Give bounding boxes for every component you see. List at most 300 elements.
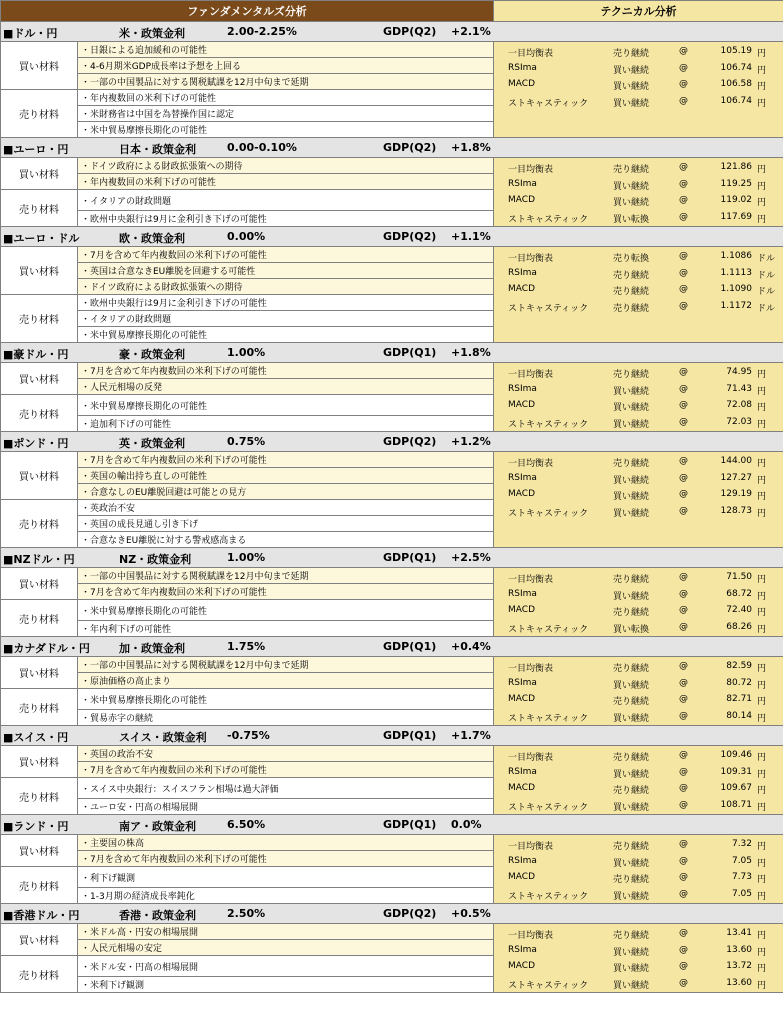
indicator-signal: 売り継続 — [613, 697, 650, 707]
indicator-price: 1.1086 — [720, 251, 753, 261]
indicator-signal: 買い継続 — [613, 802, 650, 813]
technical-indicator-row — [494, 870, 783, 887]
technical-indicator-row — [494, 887, 783, 904]
indicator-signal: 買い継続 — [613, 964, 650, 974]
indicator-price: 7.73 — [731, 872, 753, 882]
section-title-bar — [1, 227, 783, 247]
policy-rate-value: 2.00-2.25% — [227, 25, 297, 38]
indicator-signal: 買い継続 — [613, 82, 650, 92]
indicator-price: 129.19 — [720, 489, 753, 499]
buy-factors-label: 買い材料 — [1, 924, 78, 956]
technical-panel — [494, 568, 783, 637]
technical-indicator-row — [494, 709, 783, 726]
indicator-name: 一目均衡表 — [508, 49, 554, 59]
at-mark: @ — [679, 605, 689, 615]
sell-factors-label: 売り材料 — [1, 500, 78, 548]
indicator-signal: 買い継続 — [613, 891, 650, 902]
technical-indicator-row — [494, 210, 783, 227]
gdp-label: GDP(Q2) — [383, 907, 437, 920]
price-unit: 円 — [757, 82, 767, 92]
at-mark: @ — [679, 284, 689, 294]
technical-indicator-row — [494, 976, 783, 993]
section-title-content — [1, 637, 783, 656]
indicator-price: 7.32 — [731, 839, 753, 849]
policy-rate-label: 英・政策金利 — [119, 437, 185, 450]
buy-factor-item: ・7月を含めて年内複数回の米利下げの可能性 — [78, 247, 494, 263]
price-unit: 円 — [757, 98, 767, 109]
at-mark: @ — [679, 710, 689, 721]
indicator-signal: 買い転換 — [613, 214, 650, 225]
indicator-signal: 売り継続 — [613, 753, 650, 763]
gdp-value: +1.8% — [451, 141, 491, 154]
at-mark: @ — [679, 400, 689, 410]
technical-indicator-row — [494, 587, 783, 604]
indicator-price: 74.95 — [726, 367, 753, 377]
gdp-value: +1.8% — [451, 346, 491, 359]
indicator-signal: 買い継続 — [613, 65, 650, 76]
indicator-name: 一目均衡表 — [508, 753, 554, 763]
indicator-signal: 買い継続 — [613, 198, 650, 208]
indicator-signal: 買い継続 — [613, 508, 650, 519]
price-unit: 円 — [757, 680, 767, 691]
indicator-name: RSIma — [508, 383, 537, 394]
buy-factor-item: ・英国は合意なきEU離脱を回避する可能性 — [78, 263, 494, 279]
technical-indicator-row — [494, 487, 783, 504]
indicator-signal: 買い継続 — [613, 98, 650, 109]
currency-pair-name: ■ランド・円 — [3, 820, 69, 833]
indicator-price: 128.73 — [720, 505, 753, 516]
policy-rate-value: 6.50% — [227, 818, 266, 831]
buy-factor-item: ・7月を含めて年内複数回の米利下げの可能性 — [78, 584, 494, 600]
indicator-signal: 売り継続 — [613, 165, 650, 175]
buy-factor-row — [1, 247, 783, 263]
at-mark: @ — [679, 251, 689, 261]
currency-pair-name: ■ドル・円 — [3, 27, 58, 40]
indicator-signal: 買い継続 — [613, 181, 650, 192]
sell-factor-item: ・1-3月期の経済成長率鈍化 — [78, 888, 494, 904]
section-title-bar — [1, 343, 783, 363]
technical-indicator-row — [494, 959, 783, 976]
gdp-label: GDP(Q1) — [383, 818, 437, 831]
policy-rate-label: 南ア・政策金利 — [119, 820, 196, 833]
sell-factor-item: ・欧州中央銀行は9月に金利引き下げの可能性 — [78, 211, 494, 227]
indicator-signal: 買い継続 — [613, 713, 650, 724]
indicator-price: 80.14 — [726, 710, 753, 721]
technical-panel — [494, 835, 783, 904]
technical-panel — [494, 924, 783, 993]
sell-factor-item: ・追加利下げの可能性 — [78, 416, 494, 432]
section-title-content — [1, 138, 783, 157]
price-unit: 円 — [757, 802, 767, 813]
sell-factor-item: ・合意なきEU離脱に対する警戒感高まる — [78, 532, 494, 548]
indicator-price: 71.50 — [726, 572, 753, 582]
indicator-name: MACD — [508, 195, 535, 205]
indicator-name: MACD — [508, 605, 535, 615]
indicator-name: ストキャスティック — [508, 214, 589, 225]
sell-factor-item: ・イタリアの財政問題 — [78, 190, 494, 211]
price-unit: 円 — [757, 947, 767, 958]
indicator-price: 121.86 — [720, 162, 753, 172]
at-mark: @ — [679, 489, 689, 499]
technical-indicator-row — [494, 471, 783, 488]
indicator-price: 72.08 — [726, 400, 753, 410]
technical-indicator-row — [494, 781, 783, 798]
price-unit: ドル — [757, 303, 776, 314]
buy-factors-label: 買い材料 — [1, 835, 78, 867]
technical-indicator-row — [494, 282, 783, 299]
price-unit: 円 — [757, 891, 767, 902]
at-mark: @ — [679, 572, 689, 582]
gdp-label: GDP(Q2) — [383, 141, 437, 154]
gdp-label: GDP(Q2) — [383, 25, 437, 38]
currency-section-header — [1, 432, 783, 452]
sell-factors-label: 売り材料 — [1, 778, 78, 815]
policy-rate-label: 香港・政策金利 — [119, 909, 196, 922]
technical-indicator-row — [494, 837, 783, 854]
price-unit: 円 — [757, 386, 767, 397]
at-mark: @ — [679, 383, 689, 394]
policy-rate-label: 欧・政策金利 — [119, 232, 185, 245]
buy-factor-item: ・日銀による追加緩和の可能性 — [78, 42, 494, 58]
indicator-name: MACD — [508, 694, 535, 704]
technical-indicator-row — [494, 926, 783, 943]
technical-indicator-row — [494, 620, 783, 637]
price-unit: 円 — [757, 65, 767, 76]
technical-indicator-row — [494, 765, 783, 782]
buy-factor-row — [1, 42, 783, 58]
indicator-name: 一目均衡表 — [508, 370, 554, 380]
buy-factor-item: ・米ドル高・円安の相場展開 — [78, 924, 494, 940]
indicator-name: RSIma — [508, 855, 537, 866]
gdp-value: +1.2% — [451, 435, 491, 448]
indicator-signal: 売り転換 — [613, 254, 650, 264]
currency-section-header — [1, 726, 783, 746]
indicator-name: 一目均衡表 — [508, 664, 554, 674]
indicator-signal: 買い継続 — [613, 947, 650, 958]
at-mark: @ — [679, 799, 689, 810]
technical-indicator-row — [494, 44, 783, 61]
section-title-content — [1, 22, 783, 41]
technical-indicator-row — [494, 798, 783, 815]
indicator-name: MACD — [508, 284, 535, 294]
indicator-name: ストキャスティック — [508, 802, 589, 813]
price-unit: 円 — [757, 492, 767, 502]
section-title-content — [1, 343, 783, 362]
indicator-name: ストキャスティック — [508, 624, 589, 635]
buy-factor-item: ・7月を含めて年内複数回の米利下げの可能性 — [78, 851, 494, 867]
indicator-signal: 買い転換 — [613, 624, 650, 635]
section-title-content — [1, 227, 783, 246]
sell-factor-item: ・米利下げ観測 — [78, 977, 494, 993]
at-mark: @ — [679, 677, 689, 688]
price-unit: ドル — [757, 270, 776, 281]
currency-pair-name: ■香港ドル・円 — [3, 909, 80, 922]
section-title-content — [1, 904, 783, 923]
indicator-signal: 買い継続 — [613, 591, 650, 602]
technical-panel — [494, 746, 783, 815]
section-title-content — [1, 815, 783, 834]
indicator-price: 68.26 — [726, 621, 753, 632]
price-unit: 円 — [757, 697, 767, 707]
indicator-price: 13.41 — [726, 928, 753, 938]
gdp-label: GDP(Q1) — [383, 551, 437, 564]
fundamentals-header: ファンダメンタルズ分析 — [1, 1, 494, 22]
indicator-name: MACD — [508, 489, 535, 499]
price-unit: 円 — [757, 419, 767, 430]
sell-factor-item: ・欧州中央銀行は9月に金利引き下げの可能性 — [78, 295, 494, 311]
technical-indicator-row — [494, 77, 783, 94]
indicator-price: 7.05 — [731, 855, 753, 866]
policy-rate-value: 2.50% — [227, 907, 266, 920]
buy-factor-row — [1, 746, 783, 762]
technical-indicator-row — [494, 94, 783, 111]
buy-factor-item: ・ドイツ政府による財政拡張策への期待 — [78, 279, 494, 295]
currency-section-header — [1, 138, 783, 158]
indicator-price: 80.72 — [726, 677, 753, 688]
at-mark: @ — [679, 456, 689, 466]
indicator-signal: 買い継続 — [613, 680, 650, 691]
indicator-price: 13.60 — [726, 944, 753, 955]
price-unit: 円 — [757, 786, 767, 796]
sell-factor-item: ・米中貿易摩擦長期化の可能性 — [78, 327, 494, 343]
buy-factor-row — [1, 924, 783, 940]
indicator-signal: 買い継続 — [613, 492, 650, 502]
gdp-value: +1.7% — [451, 729, 491, 742]
indicator-name: ストキャスティック — [508, 303, 589, 314]
indicator-price: 109.67 — [720, 783, 753, 793]
technical-indicator-row — [494, 398, 783, 415]
technical-panel — [494, 452, 783, 548]
indicator-price: 108.71 — [720, 799, 753, 810]
policy-rate-value: 0.75% — [227, 435, 266, 448]
technical-panel — [494, 363, 783, 432]
indicator-price: 72.03 — [726, 416, 753, 427]
indicator-name: ストキャスティック — [508, 980, 589, 991]
price-unit: 円 — [757, 608, 767, 618]
gdp-label: GDP(Q2) — [383, 435, 437, 448]
indicator-name: RSIma — [508, 472, 537, 483]
price-unit: 円 — [757, 575, 767, 585]
technical-indicator-row — [494, 454, 783, 471]
buy-factors-label: 買い材料 — [1, 657, 78, 689]
sell-factor-item: ・米ドル安・円高の相場展開 — [78, 956, 494, 977]
indicator-name: MACD — [508, 400, 535, 410]
indicator-price: 119.02 — [720, 195, 753, 205]
at-mark: @ — [679, 79, 689, 89]
buy-factor-item: ・合意なしのEU離脱回避は可能との見方 — [78, 484, 494, 500]
sell-factor-item: ・米中貿易摩擦長期化の可能性 — [78, 122, 494, 138]
price-unit: 円 — [757, 49, 767, 59]
buy-factor-item: ・7月を含めて年内複数回の米利下げの可能性 — [78, 762, 494, 778]
currency-section-header — [1, 548, 783, 568]
sell-factor-item: ・利下げ観測 — [78, 867, 494, 888]
sell-factors-label: 売り材料 — [1, 956, 78, 993]
policy-rate-value: 0.00-0.10% — [227, 141, 297, 154]
policy-rate-label: 日本・政策金利 — [119, 143, 196, 156]
sell-factor-item: ・イタリアの財政問題 — [78, 311, 494, 327]
indicator-name: RSIma — [508, 677, 537, 688]
currency-section-header — [1, 343, 783, 363]
indicator-price: 72.40 — [726, 605, 753, 615]
section-title-bar — [1, 22, 783, 42]
price-unit: ドル — [757, 287, 776, 297]
sell-factors-label: 売り材料 — [1, 600, 78, 637]
price-unit: 円 — [757, 842, 767, 852]
sell-factors-label: 売り材料 — [1, 190, 78, 227]
buy-factor-item: ・一部の中国製品に対する関税賦課を12月中旬まで延期 — [78, 568, 494, 584]
currency-section-header — [1, 815, 783, 835]
policy-rate-value: -0.75% — [227, 729, 270, 742]
technical-panel — [494, 657, 783, 726]
price-unit: 円 — [757, 713, 767, 724]
buy-factor-item: ・7月を含めて年内複数回の米利下げの可能性 — [78, 452, 494, 468]
currency-section-header — [1, 227, 783, 247]
at-mark: @ — [679, 46, 689, 56]
at-mark: @ — [679, 928, 689, 938]
technical-indicator-row — [494, 415, 783, 432]
technical-indicator-row — [494, 676, 783, 693]
policy-rate-label: スイス・政策金利 — [119, 731, 207, 744]
at-mark: @ — [679, 505, 689, 516]
gdp-value: +0.5% — [451, 907, 491, 920]
indicator-signal: 売り継続 — [613, 931, 650, 941]
buy-factor-item: ・人民元相場の反発 — [78, 379, 494, 395]
policy-rate-label: NZ・政策金利 — [119, 553, 192, 566]
sell-factor-item: ・年内複数回の米利下げの可能性 — [78, 90, 494, 106]
indicator-signal: 売り継続 — [613, 49, 650, 59]
indicator-name: MACD — [508, 872, 535, 882]
indicator-price: 127.27 — [720, 472, 753, 483]
gdp-label: GDP(Q1) — [383, 640, 437, 653]
at-mark: @ — [679, 178, 689, 189]
indicator-signal: 買い継続 — [613, 419, 650, 430]
currency-pair-name: ■ユーロ・円 — [3, 143, 69, 156]
indicator-signal: 売り継続 — [613, 786, 650, 796]
price-unit: 円 — [757, 664, 767, 674]
buy-factor-row — [1, 452, 783, 468]
gdp-label: GDP(Q2) — [383, 230, 437, 243]
buy-factors-label: 買い材料 — [1, 247, 78, 295]
buy-factor-item: ・7月を含めて年内複数回の米利下げの可能性 — [78, 363, 494, 379]
indicator-signal: 売り継続 — [613, 303, 650, 314]
section-title-content — [1, 548, 783, 567]
section-title-bar — [1, 432, 783, 452]
price-unit: ドル — [757, 254, 776, 264]
at-mark: @ — [679, 977, 689, 988]
policy-rate-label: 豪・政策金利 — [119, 348, 185, 361]
indicator-signal: 売り継続 — [613, 608, 650, 618]
indicator-price: 117.69 — [720, 211, 753, 222]
indicator-name: 一目均衡表 — [508, 842, 554, 852]
technical-indicator-row — [494, 249, 783, 266]
section-title-bar — [1, 138, 783, 158]
sell-factor-item: ・米中貿易摩擦長期化の可能性 — [78, 395, 494, 416]
gdp-label: GDP(Q1) — [383, 346, 437, 359]
buy-factor-row — [1, 568, 783, 584]
section-title-bar — [1, 726, 783, 746]
sell-factors-label: 売り材料 — [1, 295, 78, 343]
buy-factors-label: 買い材料 — [1, 452, 78, 500]
at-mark: @ — [679, 588, 689, 599]
technical-indicator-row — [494, 570, 783, 587]
at-mark: @ — [679, 661, 689, 671]
indicator-price: 106.74 — [720, 95, 753, 106]
indicator-price: 7.05 — [731, 888, 753, 899]
indicator-name: RSIma — [508, 267, 537, 278]
indicator-name: ストキャスティック — [508, 891, 589, 902]
currency-pair-name: ■ユーロ・ドル — [3, 232, 80, 245]
buy-factors-label: 買い材料 — [1, 568, 78, 600]
price-unit: 円 — [757, 403, 767, 413]
currency-pair-name: ■ポンド・円 — [3, 437, 69, 450]
at-mark: @ — [679, 211, 689, 222]
indicator-signal: 買い継続 — [613, 980, 650, 991]
indicator-price: 71.43 — [726, 383, 753, 394]
policy-rate-value: 1.00% — [227, 346, 266, 359]
indicator-signal: 売り継続 — [613, 664, 650, 674]
indicator-signal: 売り継続 — [613, 842, 650, 852]
currency-section-header — [1, 637, 783, 657]
indicator-price: 144.00 — [720, 456, 753, 466]
buy-factor-item: ・一部の中国製品に対する関税賦課を12月中旬まで延期 — [78, 74, 494, 90]
indicator-price: 106.58 — [720, 79, 753, 89]
sell-factors-label: 売り材料 — [1, 867, 78, 904]
section-title-bar — [1, 548, 783, 568]
sell-factor-item: ・米財務省は中国を為替操作国に認定 — [78, 106, 494, 122]
at-mark: @ — [679, 839, 689, 849]
sell-factor-item: ・貿易赤字の継続 — [78, 710, 494, 726]
indicator-name: ストキャスティック — [508, 98, 589, 109]
price-unit: 円 — [757, 475, 767, 486]
indicator-price: 105.19 — [720, 46, 753, 56]
price-unit: 円 — [757, 624, 767, 635]
indicator-price: 82.59 — [726, 661, 753, 671]
price-unit: 円 — [757, 459, 767, 469]
indicator-price: 68.72 — [726, 588, 753, 599]
at-mark: @ — [679, 416, 689, 427]
technical-panel — [494, 42, 783, 138]
indicator-name: RSIma — [508, 766, 537, 777]
at-mark: @ — [679, 472, 689, 483]
buy-factor-item: ・英国の政治不安 — [78, 746, 494, 762]
technical-indicator-row — [494, 61, 783, 78]
price-unit: 円 — [757, 181, 767, 192]
indicator-name: 一目均衡表 — [508, 459, 554, 469]
technical-panel — [494, 247, 783, 343]
at-mark: @ — [679, 95, 689, 106]
price-unit: 円 — [757, 769, 767, 780]
section-title-content — [1, 726, 783, 745]
price-unit: 円 — [757, 214, 767, 225]
indicator-price: 119.25 — [720, 178, 753, 189]
price-unit: 円 — [757, 165, 767, 175]
buy-factors-label: 買い材料 — [1, 746, 78, 778]
sell-factor-item: ・ユーロ安・円高の相場展開 — [78, 799, 494, 815]
at-mark: @ — [679, 621, 689, 632]
gdp-value: +0.4% — [451, 640, 491, 653]
at-mark: @ — [679, 855, 689, 866]
at-mark: @ — [679, 750, 689, 760]
currency-pair-name: ■カナダドル・円 — [3, 642, 90, 655]
price-unit: 円 — [757, 753, 767, 763]
at-mark: @ — [679, 694, 689, 704]
currency-section-header — [1, 904, 783, 924]
indicator-signal: 売り継続 — [613, 575, 650, 585]
buy-factor-item: ・人民元相場の安定 — [78, 940, 494, 956]
indicator-name: MACD — [508, 961, 535, 971]
header-row — [1, 1, 783, 22]
at-mark: @ — [679, 62, 689, 73]
